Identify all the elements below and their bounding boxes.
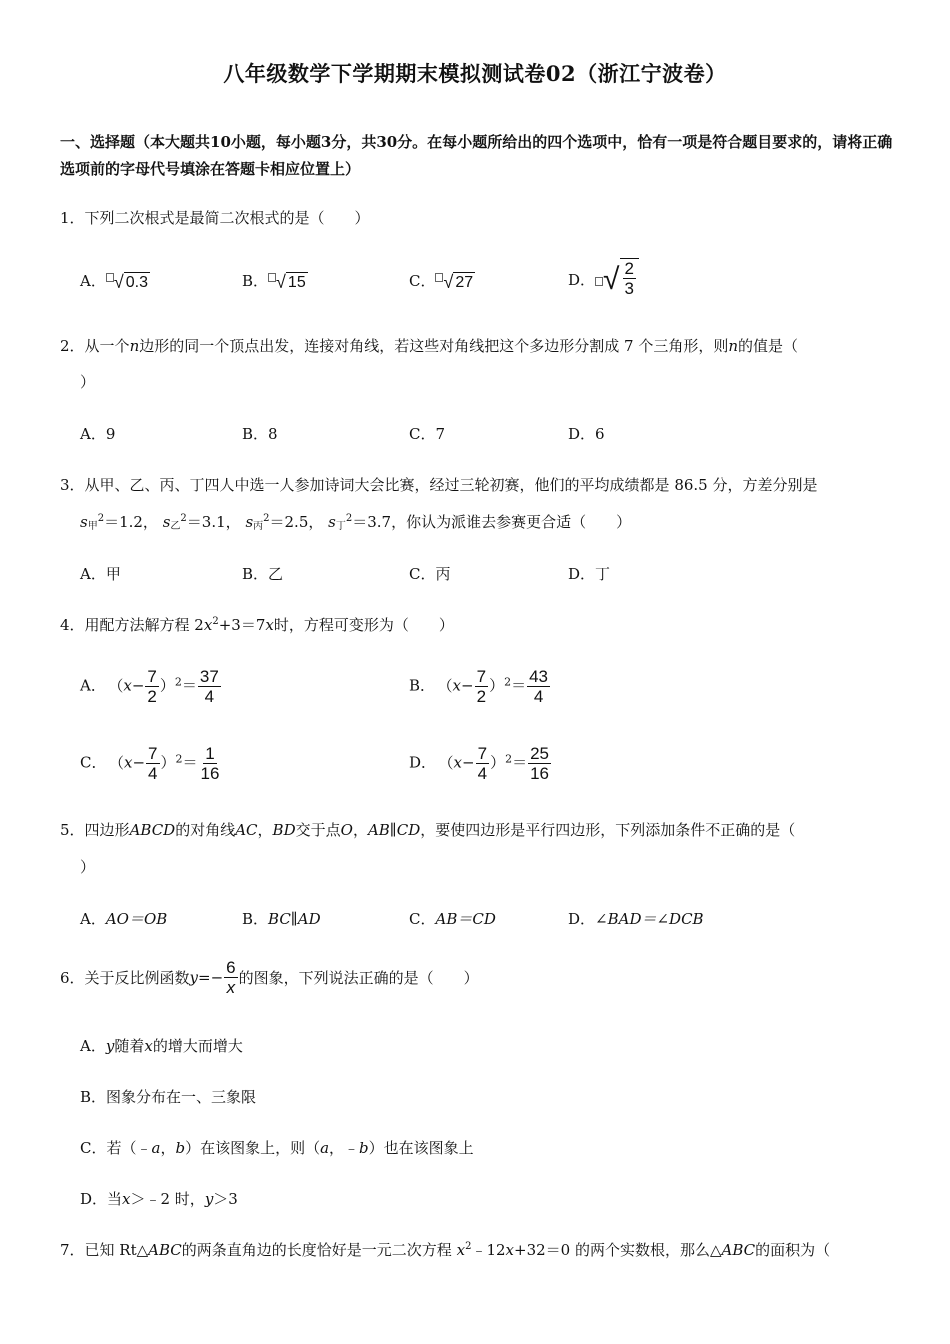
question-1-stem: 1．下列二次根式是最简二次根式的是（ ）	[60, 209, 370, 227]
question-2-close: ）	[80, 373, 96, 391]
q2-option-d: D．6	[568, 425, 605, 443]
q2-option-c: C．7	[409, 425, 446, 443]
page-title: 八年级数学下学期期末模拟测试卷02（浙江宁波卷）	[223, 61, 727, 86]
q1-option-c: C． √ 27	[409, 271, 474, 292]
q3-option-a: A．甲	[80, 565, 121, 583]
question-3-stem: 3．从甲、乙、丙、丁四人中选一人参加诗词大会比赛，经过三轮初赛，他们的平均成绩都是 86.5 分，方差分别是	[60, 476, 818, 494]
section-heading: 一、选择题（本大题共10小题，每小题3分，共30分。在每小题所给出的四个选项中，恰有一项是符合题目要求的，请将正确选项前的字母代号填涂在答题卡相应位置上）	[60, 133, 893, 178]
q4-option-a: A． （x− $\frac{7}{2}$ ）$^2$＝ $\frac{37}{4}$	[80, 667, 219, 706]
q5-option-b: B．BC∥AD	[242, 910, 321, 928]
q3-option-b: B．乙	[242, 565, 284, 583]
q6-option-b: B．图象分布在一、三象限	[80, 1088, 257, 1106]
q3-option-c: C．丙	[409, 565, 451, 583]
question-7-stem: 7．已知 Rt△ABC的两条直角边的长度恰好是一元二次方程 $x^2﹣12x+32=0$ 的两个实数根，那么△ABC的面积为（	[60, 1241, 831, 1259]
q6-option-d: D．当x＞﹣2 时，y＞3	[80, 1190, 238, 1208]
q3-option-d: D．丁	[568, 565, 611, 583]
q5-option-a: A．AO＝OB	[80, 910, 168, 928]
q1-option-d: D． √ $\frac{2}{3}$	[568, 258, 639, 302]
q1-option-a: A． √ 0.3	[80, 271, 148, 292]
question-5-close: ）	[80, 858, 96, 876]
question-5-stem: 5．四边形ABCD的对角线AC，BD交于点O，AB∥CD，要使四边形是平行四边形，下列添加条件不正确的是（	[60, 821, 796, 839]
q2-option-b: B．8	[242, 425, 278, 443]
question-4-stem: 4．用配方法解方程 $2x^2+3=7x$时，方程可变形为（ ）	[60, 616, 454, 634]
q6-option-a: A．y随着x的增大而增大	[80, 1037, 243, 1055]
question-3-variances: $s_甲^2=1.2$， $s_乙^2=3.1$， $s_丙^2=2.5$， $s_丁^2=3.7$，你认为派谁去参赛更合适（ ）	[80, 513, 632, 532]
q6-option-c: C．若（﹣a，b）在该图象上，则（a，﹣b）也在该图象上	[80, 1139, 474, 1157]
q5-option-c: C．AB＝CD	[409, 910, 496, 928]
q4-option-d: D． （x− $\frac{7}{4}$ ）$^2$＝ $\frac{25}{16}$	[409, 744, 550, 783]
q2-option-a: A．9	[80, 425, 116, 443]
question-2-stem: 2．从一个n边形的同一个顶点出发，连接对角线，若这些对角线把这个多边形分割成 7 个三角形，则n的值是（	[60, 337, 799, 355]
q1-option-b: B． √ 15	[242, 271, 306, 292]
q4-option-b: B． （x− $\frac{7}{2}$ ）$^2$＝ $\frac{43}{4}$	[409, 667, 549, 706]
q5-option-d: D．∠BAD＝∠DCB	[568, 910, 704, 928]
question-6-stem: 6．关于反比例函数y=− $\frac{6}{x}$ 的图象，下列说法正确的是（ ）	[60, 958, 479, 997]
q4-option-c: C． （x− $\frac{7}{4}$ ）$^2$＝ $\frac{1}{16}$	[80, 744, 220, 783]
